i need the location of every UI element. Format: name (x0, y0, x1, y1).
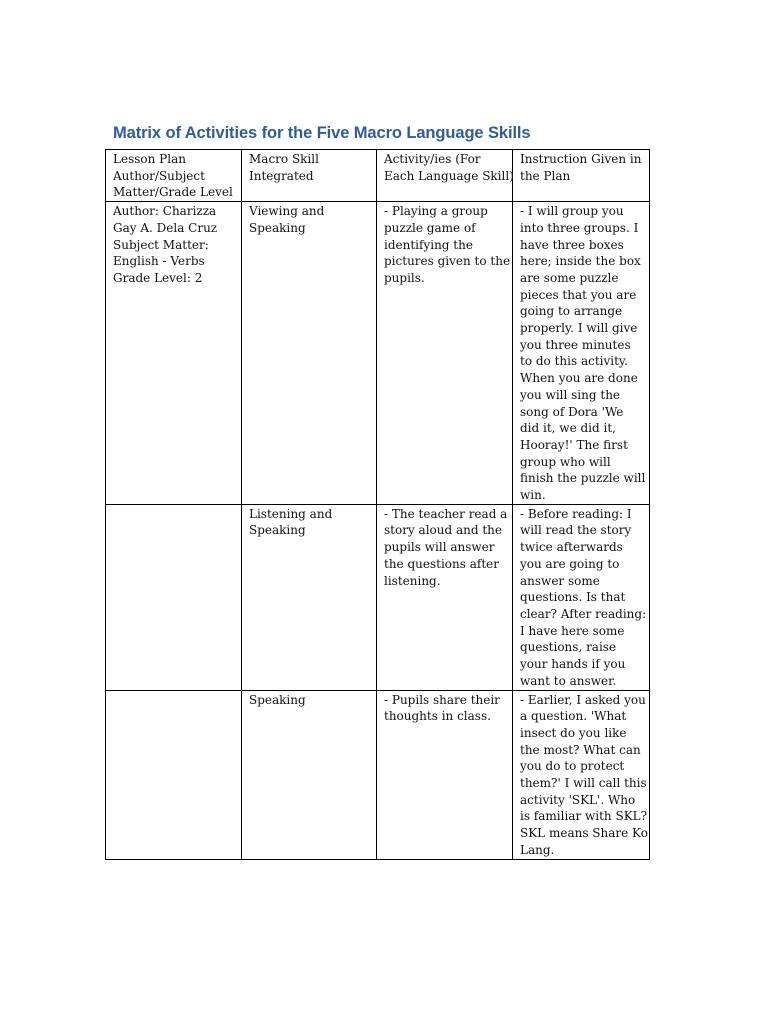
cell-text-line: Listening and (249, 506, 333, 521)
cell-text-line: Author: Charizza (113, 204, 217, 219)
cell-text-line: clear? After reading: (520, 606, 647, 621)
activity-cell (377, 202, 513, 505)
table-row (106, 202, 650, 505)
cell-text-line: Hooray!' The first (520, 437, 628, 452)
cell-text-line: is familiar with SKL? (520, 809, 648, 824)
cell-text-line: - I will group you (520, 204, 624, 219)
cell-text-line: puzzle game of (384, 220, 476, 235)
cell-text-line: the questions after (384, 556, 499, 571)
cell-text-line: questions, raise (520, 640, 617, 655)
cell-text-line: pictures given to the (384, 254, 511, 269)
cell-text-line: Instruction Given in (520, 152, 642, 166)
cell-text-line: going to arrange (520, 304, 623, 319)
instruction-cell (513, 690, 650, 859)
cell-text-line: pieces that you are (520, 287, 637, 302)
cell-text-line: them?' I will call this (520, 776, 647, 791)
macro-skill-cell (242, 202, 377, 505)
cell-text-line: Author/Subject (113, 168, 205, 183)
cell-text-line: you will sing the (520, 387, 621, 402)
cell-text-line: thoughts in class. (384, 709, 491, 724)
instruction-cell (513, 504, 650, 690)
instruction-cell (513, 202, 650, 505)
cell-text-line: Integrated (249, 168, 314, 183)
cell-text-line: - Before reading: I (520, 506, 632, 521)
cell-text-line: - Earlier, I asked you (520, 692, 646, 707)
cell-text-line: to do this activity. (520, 354, 628, 369)
cell-text-line: Lang. (520, 842, 555, 857)
cell-text-line: story aloud and the (384, 523, 503, 538)
cell-text-line: into three groups. I (520, 220, 639, 235)
cell-text-line: Activity/ies (For (384, 152, 481, 166)
cell-text-line: your hands if you (520, 657, 626, 672)
cell-text-line: pupils. (384, 270, 425, 285)
cell-text-line: activity 'SKL'. Who (520, 792, 636, 807)
document-title: Matrix of Activities for the Five Macro Language Skills (113, 124, 531, 142)
cell-text-line: you are going to (520, 556, 620, 571)
cell-text-line: twice afterwards (520, 540, 623, 555)
cell-text-line: When you are done (520, 371, 638, 386)
cell-text-line: listening. (384, 573, 441, 588)
cell-text-line: here; inside the box (520, 254, 641, 269)
cell-text-line: pupils will answer (384, 540, 495, 555)
cell-text-line: finish the puzzle will (520, 471, 646, 486)
cell-text-line: I have here some (520, 623, 625, 638)
cell-text-line: - Playing a group (384, 204, 488, 219)
macro-skill-cell (242, 690, 377, 859)
cell-text-line: Speaking (249, 692, 306, 707)
header-macro-skill (242, 150, 377, 202)
cell-text-line: song of Dora 'We (520, 404, 624, 419)
cell-text-line: English - Verbs (113, 254, 205, 269)
cell-text-line: answer some (520, 573, 600, 588)
header-activities (377, 150, 513, 202)
cell-text-line: Subject Matter: (113, 237, 209, 252)
lesson-plan-cell (106, 202, 242, 505)
table-row (106, 504, 650, 690)
activity-cell (377, 504, 513, 690)
cell-text-line: Gay A. Dela Cruz (113, 220, 218, 235)
cell-text-line: Macro Skill (249, 152, 319, 166)
header-instruction (513, 150, 650, 202)
cell-text-line: questions. Is that (520, 590, 626, 605)
cell-text-line: Viewing and (249, 204, 325, 219)
cell-text-line: you do to protect (520, 759, 625, 774)
cell-text-line: identifying the (384, 237, 473, 252)
cell-text-line: Speaking (249, 220, 306, 235)
cell-text-line: you three minutes (520, 337, 631, 352)
cell-text-line: have three boxes (520, 237, 624, 252)
cell-text-line: are some puzzle (520, 270, 619, 285)
cell-text-line: a question. 'What (520, 709, 627, 724)
cell-text-line: want to answer. (520, 673, 617, 688)
cell-text-line: - Pupils share their (384, 692, 500, 707)
cell-text-line: the most? What can (520, 742, 641, 757)
cell-text-line: Lesson Plan (113, 152, 186, 166)
cell-text-line: insect do you like (520, 725, 627, 740)
activity-cell (377, 690, 513, 859)
cell-text-line: Grade Level: 2 (113, 270, 203, 285)
cell-text-line: group who will (520, 454, 611, 469)
header-lesson-plan (106, 150, 242, 202)
lesson-plan-cell (106, 690, 242, 859)
cell-text-line: Matter/Grade Level (113, 185, 233, 200)
cell-text-line: Speaking (249, 523, 306, 538)
lesson-plan-cell (106, 504, 242, 690)
macro-skill-cell (242, 504, 377, 690)
cell-text-line: will read the story (520, 523, 632, 538)
matrix-body (106, 150, 650, 860)
cell-text-line: properly. I will give (520, 321, 638, 336)
cell-text-line: win. (520, 488, 546, 503)
cell-text-line: SKL means Share Ko (520, 826, 648, 841)
header-row (106, 150, 650, 202)
cell-text-line: did it, we did it, (520, 421, 616, 436)
cell-text-line: Each Language Skill) (384, 168, 514, 183)
cell-text-line: - The teacher read a (384, 506, 508, 521)
table-row (106, 690, 650, 859)
activities-matrix-table (105, 149, 650, 860)
cell-text-line: the Plan (520, 168, 571, 183)
